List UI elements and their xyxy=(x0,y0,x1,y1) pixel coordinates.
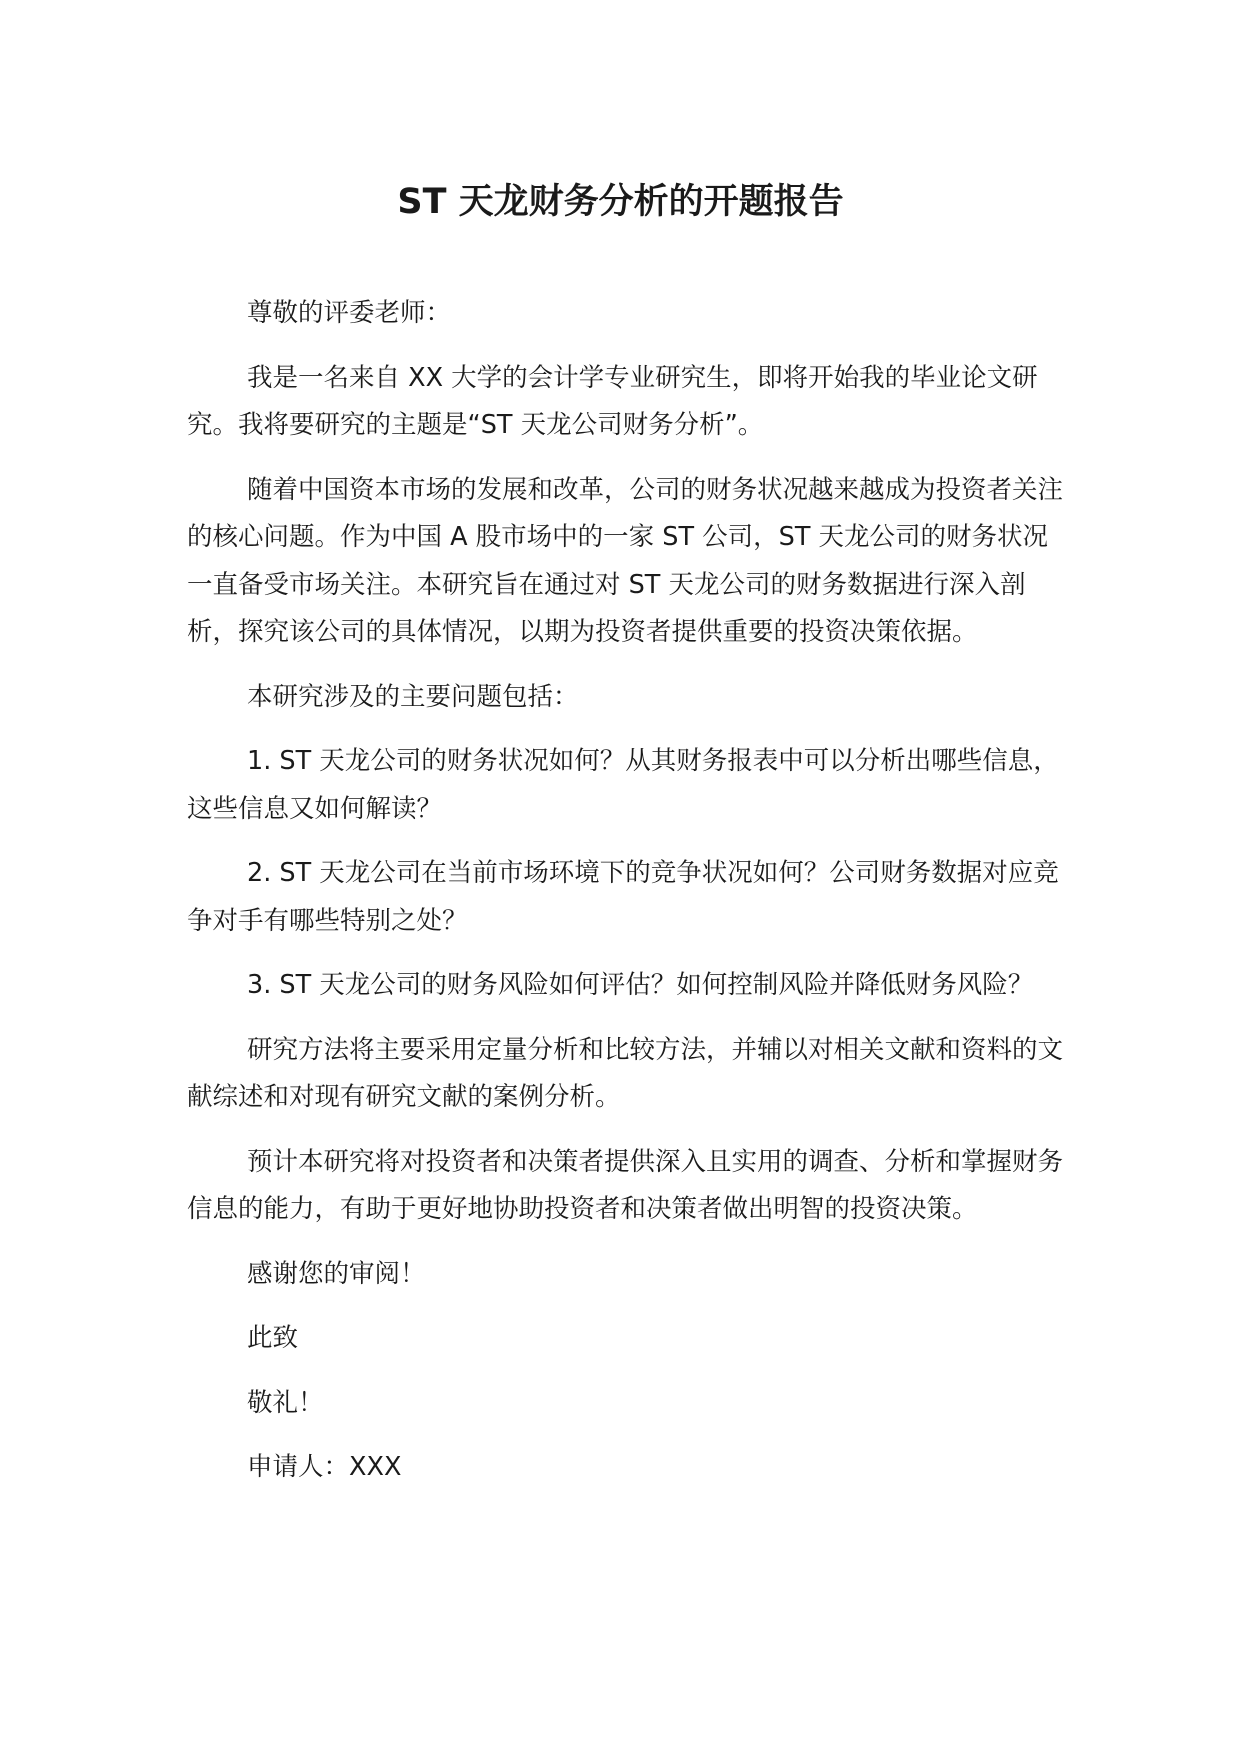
method-paragraph: 研究方法将主要采用定量分析和比较方法，并辅以对相关文献和资料的文献综述和对现有研究文献的案例分析。 xyxy=(187,1034,1064,1112)
questions-heading: 本研究涉及的主要问题包括： xyxy=(247,681,579,712)
regards-line: 敬礼！ xyxy=(247,1387,324,1418)
expectation-paragraph: 预计本研究将对投资者和决策者提供深入且实用的调查、分析和掌握财务信息的能力，有助于更好地协助投资者和决策者做出明智的投资决策。 xyxy=(187,1146,1064,1224)
closing-line: 此致 xyxy=(247,1323,299,1353)
document-body xyxy=(187,290,1067,1509)
applicant-line: 申请人：XXX xyxy=(247,1452,402,1482)
question-item-2: 2. ST 天龙公司在当前市场环境下的竞争状况如何？公司财务数据对应竞争对手有哪些特别之处？ xyxy=(187,858,1059,936)
question-item-3: 3. ST 天龙公司的财务风险如何评估？如何控制风险并降低财务风险？ xyxy=(247,970,1034,1000)
intro-paragraph: 我是一名来自 XX 大学的会计学专业研究生，即将开始我的毕业论文研究。我将要研究的主题是“ST 天龙公司财务分析”。 xyxy=(187,362,1038,440)
thanks-line: 感谢您的审阅！ xyxy=(247,1258,426,1289)
document-title: ST 天龙财务分析的开题报告 xyxy=(397,182,844,222)
question-item-1: 1. ST 天龙公司的财务状况如何？从其财务报表中可以分析出哪些信息，这些信息又如何解读？ xyxy=(187,746,1059,824)
background-paragraph: 随着中国资本市场的发展和改革，公司的财务状况越来越成为投资者关注的核心问题。作为中国 A 股市场中的一家 ST 公司，ST 天龙公司的财务状况一直备受市场关注。本研究旨在通过对 ST 天龙公司的财务数据进行深入剖析，探究该公司的具体情况，以期为投资者提供重要的投资决策依据。 xyxy=(187,474,1064,647)
salutation: 尊敬的评委老师： xyxy=(247,298,452,328)
